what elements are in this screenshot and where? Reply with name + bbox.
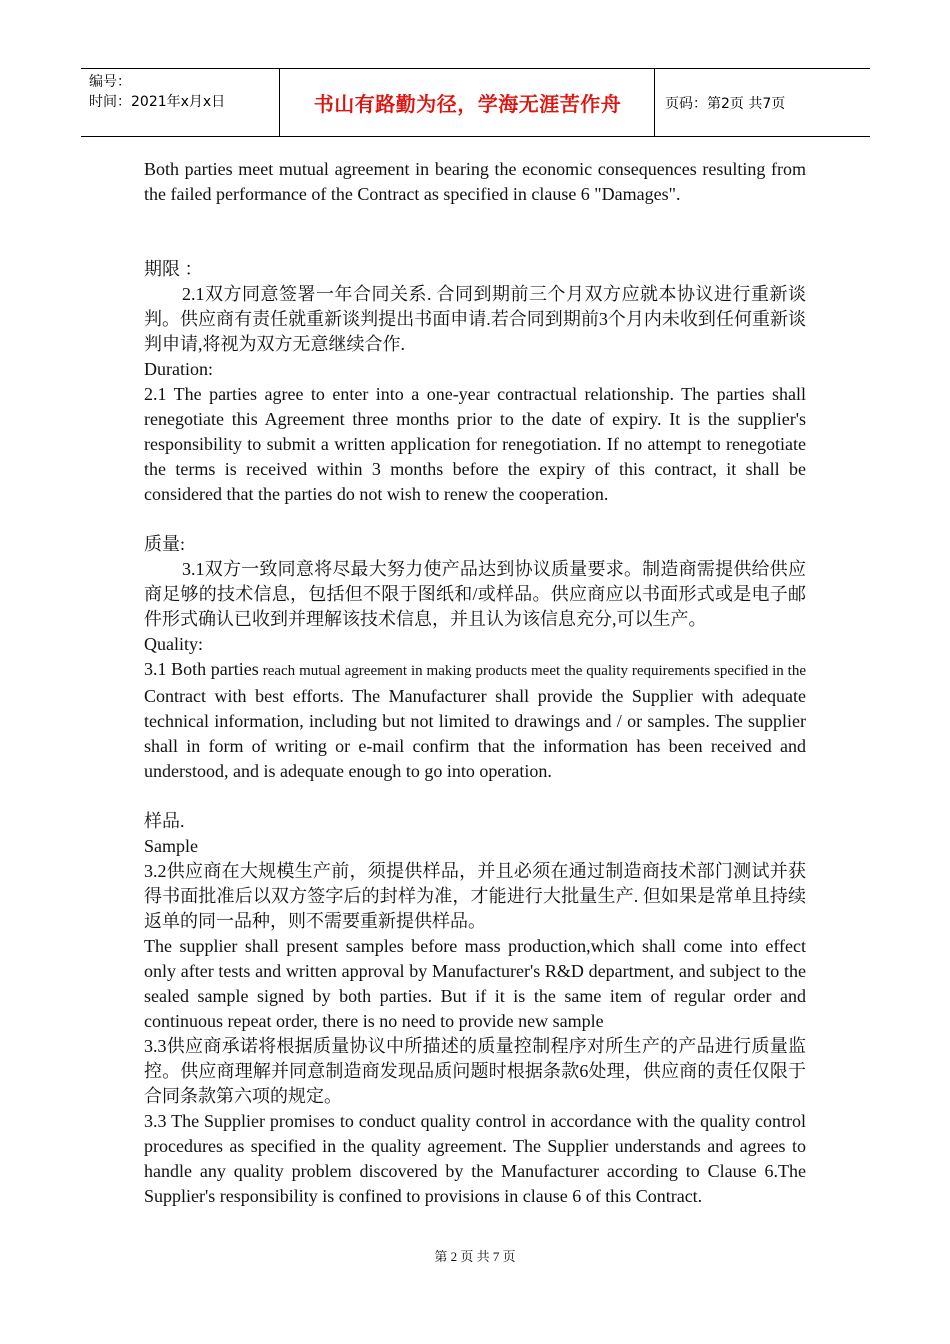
quality-en-part-b: reach mutual agreement in making products meet the quality requirements specified in the	[258, 663, 806, 679]
quality-cn-text: 3.1双方一致同意将尽最大努力使产品达到协议质量要求。制造商需提供给供应商足够的技术信息，包括但不限于图纸和/或样品。供应商应以书面形式或是电子邮件形式确认已收到并理解该技术信息，并且认为该信息充分,可以生产。	[144, 559, 806, 629]
page-header	[81, 68, 870, 137]
paragraph-damages: Both parties meet mutual agreement in bearing the economic consequences resulting from the failed performance of the Contract as specified in clause 6 "Damages".	[144, 159, 806, 204]
header-meta	[81, 69, 280, 136]
duration-en-text: 2.1 The parties agree to enter into a one-year contractual relationship. The parties shall renegotiate this Agreement three months prior to the date of expiry. It is the supplier's responsibility to submit a written application for renegotiation. If no attempt to renegotiate the terms is received within 3 months before the expiry of this contract, it shall be considered that the parties do not wish to renew the cooperation.	[144, 384, 806, 504]
quality-control-cn-text: 3.3供应商承诺将根据质量协议中所描述的质量控制程序对所生产的产品进行质量监控。供应商理解并同意制造商发现品质问题时根据条款6处理，供应商的责任仅限于合同条款第六项的规定。	[144, 1036, 806, 1106]
sample-cn-title: 样品.	[144, 811, 185, 831]
quality-control-en-text: 3.3 The Supplier promises to conduct quality control in accordance with the quality control procedures as specified in the quality agreement. The Supplier understands and agrees to handle any quality problem discovered by the Manufacturer according to Clause 6.The Supplier's responsibility is confined to provisions in clause 6 of this Contract.	[144, 1111, 806, 1206]
quality-en-text	[144, 657, 806, 784]
quality-cn-title: 质量:	[144, 534, 186, 554]
sample-en-text: The supplier shall present samples before mass production,which shall come into effect only after tests and written approval by Manufacturer's R&D department, and subject to the sealed sample signed by both parties. But if it is the same item of regular order and continuous repeat order, there is no need to provide new sample	[144, 936, 806, 1031]
duration-cn-title: 期限 ：	[144, 259, 203, 279]
duration-en-title: Duration:	[144, 359, 213, 379]
quality-en-title: Quality:	[144, 634, 203, 654]
time-label: 时间：2021年x月x日	[89, 94, 226, 110]
sample-cn-text: 3.2供应商在大规模生产前，须提供样品，并且必须在通过制造商技术部门测试并获得书面批准后以双方签字后的封样为准，才能进行大批量生产. 但如果是常单且持续返单的同一品种，则不需要重新提供样品。	[144, 861, 806, 931]
code-label: 编号：	[89, 74, 131, 90]
document-body	[144, 157, 806, 1209]
sample-en-title: Sample	[144, 836, 198, 856]
header-motto: 书山有路勤为径，学海无涯苦作舟	[281, 69, 655, 136]
header-page-info: 页码：第2页 共7页	[665, 95, 786, 112]
quality-en-part-a: 3.1 Both parties	[144, 659, 259, 679]
quality-en-part-c: Contract with best efforts. The Manufacturer shall provide the Supplier with adequate technical information, including but not limited to drawings and / or samples. The supplier shall in form of writing or e-mail confirm that the information has been received and understood, and is adequate enough to go into operation.	[144, 686, 806, 781]
page-footer: 第 2 页 共 7 页	[434, 1249, 516, 1264]
duration-cn-text: 2.1双方同意签署一年合同关系. 合同到期前三个月双方应就本协议进行重新谈判。供应商有责任就重新谈判提出书面申请.若合同到期前3个月内未收到任何重新谈判申请,将视为双方无意继续合作.	[144, 284, 806, 354]
